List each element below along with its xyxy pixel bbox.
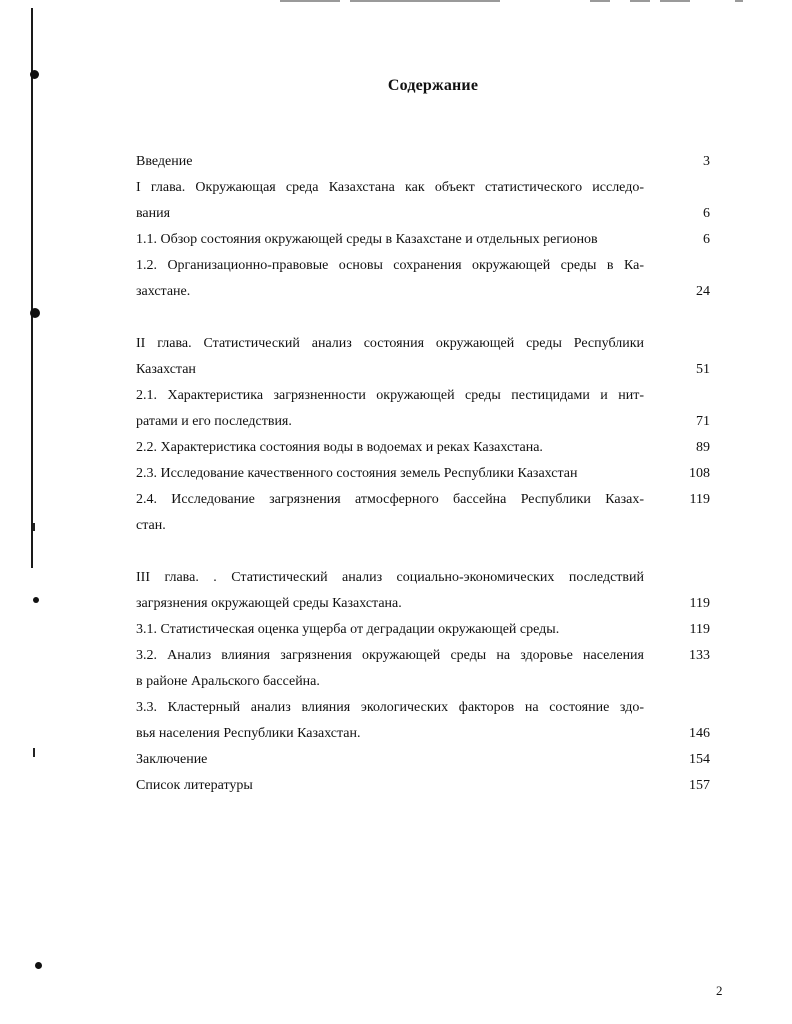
scan-tick — [33, 748, 35, 757]
toc-entry-page: 157 — [689, 778, 710, 793]
toc-entry-2-3 — [136, 462, 710, 488]
toc-entry-2-4-cont — [136, 514, 710, 540]
punch-mark — [35, 962, 42, 969]
toc-entry-text: 3.1. Статистическая оценка ущерба от деградации окружающей среды. — [136, 622, 560, 637]
toc-entry-ch3 — [136, 566, 710, 592]
toc-entry-text: ратами и его последствия. — [136, 414, 292, 429]
scan-mark — [660, 0, 690, 2]
toc-entry-intro — [136, 150, 710, 176]
table-of-contents — [136, 150, 710, 800]
toc-entry-text: 2.3. Исследование качественного состояния земель Республики Казахстан — [136, 466, 578, 481]
toc-entry-ch2-cont — [136, 358, 710, 384]
toc-entry-references — [136, 774, 710, 800]
scan-mark — [590, 0, 610, 2]
toc-entry-text: II глава. Статистический анализ состояния окружающей среды Республики — [136, 336, 644, 351]
toc-entry-ch1-cont — [136, 202, 710, 228]
toc-entry-2-2 — [136, 436, 710, 462]
toc-entry-text: в районе Аральского бассейна. — [136, 674, 320, 689]
toc-entry-page: 119 — [689, 596, 710, 611]
toc-entry-page: 6 — [703, 232, 710, 247]
toc-entry-1-2 — [136, 254, 710, 280]
toc-entry-text: Список литературы — [136, 778, 253, 793]
toc-entry-ch2 — [136, 332, 710, 358]
toc-entry-page: 6 — [703, 206, 710, 221]
toc-entry-conclusion — [136, 748, 710, 774]
toc-entry-ch1 — [136, 176, 710, 202]
toc-entry-text: III глава. . Статистический анализ социально-экономических последствий — [136, 570, 644, 585]
toc-entry-3-3 — [136, 696, 710, 722]
scan-mark — [630, 0, 650, 2]
section-spacer — [136, 540, 710, 566]
toc-entry-text: 2.2. Характеристика состояния воды в водоемах и реках Казахстана. — [136, 440, 543, 455]
toc-entry-text: 1.2. Организационно-правовые основы сохранения окружающей среды в Ка- — [136, 258, 644, 273]
toc-entry-text: 3.2. Анализ влияния загрязнения окружающей среды на здоровье населения — [136, 648, 644, 663]
toc-entry-page: 146 — [689, 726, 710, 741]
toc-entry-text: I глава. Окружающая среда Казахстана как объект статистического исследо- — [136, 180, 644, 195]
toc-entry-2-4 — [136, 488, 710, 514]
toc-entry-text: Введение — [136, 154, 193, 169]
toc-entry-1-1 — [136, 228, 710, 254]
scan-mark — [735, 0, 743, 2]
toc-entry-text: 1.1. Обзор состояния окружающей среды в Казахстане и отдельных регионов — [136, 232, 598, 247]
page-number: 2 — [716, 983, 723, 998]
toc-entry-text: 3.3. Кластерный анализ влияния экологических факторов на состояние здо- — [136, 700, 644, 715]
scan-mark — [350, 0, 500, 2]
toc-entry-page: 119 — [689, 622, 710, 637]
toc-entry-1-2-cont — [136, 280, 710, 306]
toc-entry-ch3-cont — [136, 592, 710, 618]
toc-entry-3-1 — [136, 618, 710, 644]
punch-mark — [33, 597, 39, 603]
toc-entry-page: 154 — [689, 752, 710, 767]
scan-mark — [280, 0, 340, 2]
toc-entry-3-2-cont — [136, 670, 710, 696]
toc-entry-2-1 — [136, 384, 710, 410]
toc-entry-page: 71 — [696, 414, 710, 429]
toc-entry-text: 2.1. Характеристика загрязненности окружающей среды пестицидами и нит- — [136, 388, 644, 403]
toc-entry-2-1-cont — [136, 410, 710, 436]
punch-mark — [30, 308, 40, 318]
toc-entry-page: 133 — [689, 648, 710, 663]
toc-entry-text: захстане. — [136, 284, 191, 299]
toc-entry-text: 2.4. Исследование загрязнения атмосферного бассейна Республики Казах- — [136, 492, 644, 507]
page-title: Содержание — [387, 77, 479, 94]
toc-entry-3-2 — [136, 644, 710, 670]
toc-entry-page: 24 — [696, 284, 710, 299]
toc-entry-page: 51 — [696, 362, 710, 377]
toc-entry-3-3-cont — [136, 722, 710, 748]
toc-entry-page: 108 — [689, 466, 710, 481]
toc-entry-text: вания — [136, 206, 171, 221]
toc-entry-text: Казахстан — [136, 362, 196, 377]
toc-entry-text: стан. — [136, 518, 166, 533]
toc-entry-text: Заключение — [136, 752, 208, 767]
scan-tick — [33, 523, 35, 531]
toc-entry-page: 3 — [703, 154, 710, 169]
toc-entry-text: вья населения Республики Казахстан. — [136, 726, 361, 741]
toc-entry-text: загрязнения окружающей среды Казахстана. — [136, 596, 402, 611]
toc-entry-page: 89 — [696, 440, 710, 455]
toc-entry-page: 119 — [689, 492, 710, 507]
section-spacer — [136, 306, 710, 332]
